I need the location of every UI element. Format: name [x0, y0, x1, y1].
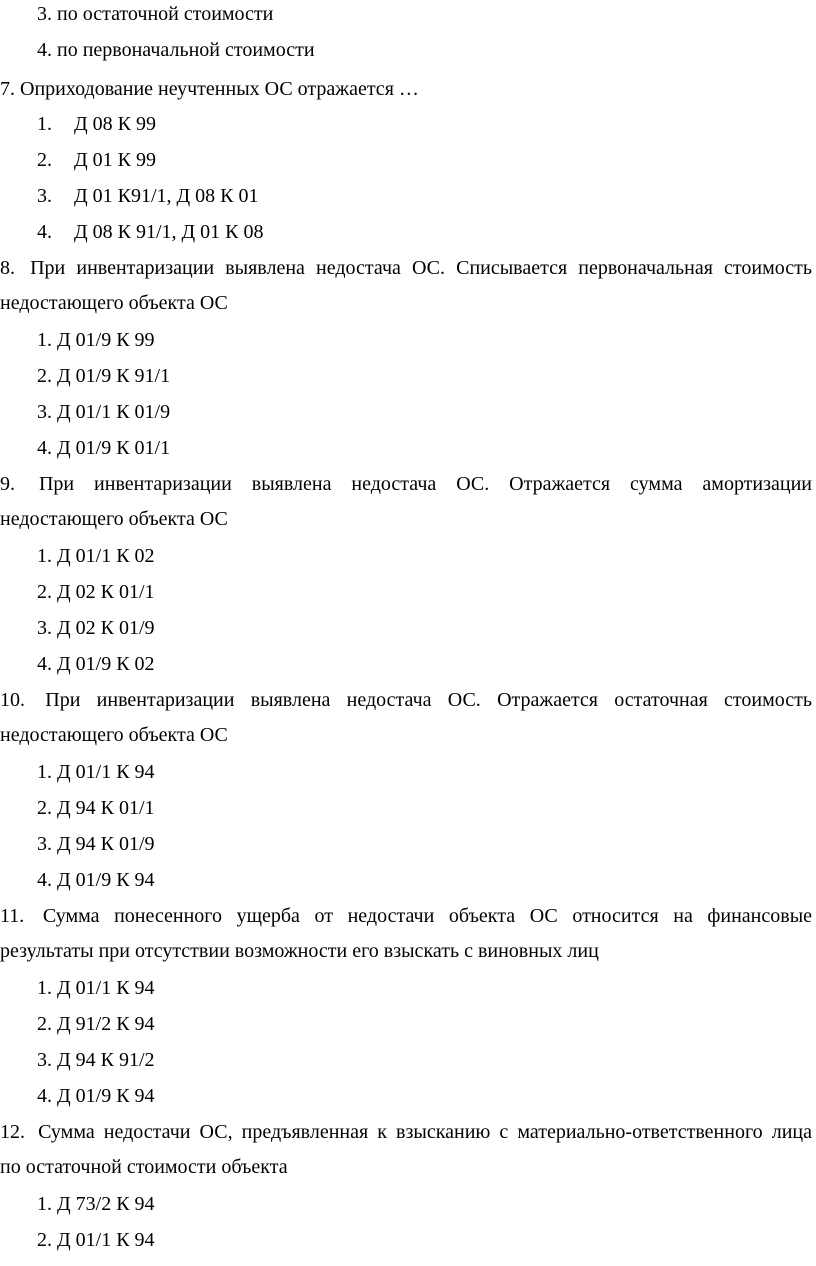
option-text: 3. Д 01/1 К 01/9	[37, 401, 171, 423]
option-text: Д 08 К 99	[74, 113, 156, 135]
list-item	[0, 1010, 816, 1038]
list-item	[0, 830, 816, 858]
list-item	[0, 182, 816, 210]
list-item	[0, 1082, 816, 1110]
option-text: 1. Д 73/2 К 94	[37, 1193, 155, 1215]
question-number: 7.	[0, 78, 15, 100]
question-text: Оприходование неучтенных ОС отражается …	[20, 78, 419, 100]
question-text: Сумма понесенного ущерба от недостачи объекта ОС относится на финансовые	[42, 905, 813, 927]
list-item	[0, 0, 816, 28]
question-7	[0, 75, 816, 103]
option-number: 2.	[37, 149, 52, 171]
option-text: 3. Д 02 К 01/9	[37, 617, 155, 639]
list-item	[0, 614, 816, 642]
question-10	[0, 686, 812, 714]
option-number: 3.	[37, 185, 52, 207]
option-text: 2. Д 02 К 01/1	[37, 581, 155, 603]
option-text: Д 08 К 91/1, Д 01 К 08	[74, 221, 264, 243]
question-text: При инвентаризации выявлена недостача ОС. Отражается остаточная стоимость	[45, 689, 812, 711]
question-8-continuation	[0, 289, 816, 317]
option-text: 3. Д 94 К 91/2	[37, 1049, 155, 1071]
option-text: 3. по остаточной стоимости	[37, 3, 274, 25]
list-item	[0, 110, 816, 138]
list-item	[0, 326, 816, 354]
question-9	[0, 470, 812, 498]
option-text: 4. Д 01/9 К 94	[37, 869, 155, 891]
question-12-continuation	[0, 1153, 816, 1181]
list-item	[0, 398, 816, 426]
question-text: При инвентаризации выявлена недостача ОС. Отражается сумма амортизации	[38, 473, 813, 495]
option-text: 2. Д 01/9 К 91/1	[37, 365, 171, 387]
question-text: Сумма недостачи ОС, предъявленная к взысканию с материально-ответственного лица	[38, 1121, 813, 1143]
option-number: 4.	[37, 221, 52, 243]
option-text: 2. Д 01/1 К 94	[37, 1229, 155, 1251]
question-text: недостающего объекта ОС	[0, 508, 228, 530]
list-item	[0, 36, 816, 64]
list-item	[0, 218, 816, 246]
list-item	[0, 758, 816, 786]
list-item	[0, 362, 816, 390]
question-text: недостающего объекта ОС	[0, 724, 228, 746]
option-text: 4. Д 01/9 К 01/1	[37, 437, 171, 459]
option-text: 4. Д 01/9 К 94	[37, 1085, 155, 1107]
question-text: результаты при отсутствии возможности его взыскать с виновных лиц	[0, 940, 599, 962]
question-number: 12.	[0, 1121, 25, 1143]
list-item	[0, 866, 816, 894]
question-number: 10.	[0, 689, 25, 711]
option-number: 1.	[37, 113, 52, 135]
option-text: 2. Д 91/2 К 94	[37, 1013, 155, 1035]
list-item	[0, 434, 816, 462]
question-8	[0, 254, 812, 282]
option-text: 4. Д 01/9 К 02	[37, 653, 155, 675]
list-item	[0, 146, 816, 174]
question-text: При инвентаризации выявлена недостача ОС. Списывается первоначальная стоимость	[30, 257, 812, 279]
question-12	[0, 1118, 812, 1146]
option-text: 2. Д 94 К 01/1	[37, 797, 155, 819]
list-item	[0, 1226, 816, 1254]
list-item	[0, 1190, 816, 1218]
option-text: 1. Д 01/1 К 94	[37, 761, 155, 783]
list-item	[0, 542, 816, 570]
option-text: 3. Д 94 К 01/9	[37, 833, 155, 855]
question-number: 8.	[0, 257, 15, 279]
option-text: 4. по первоначальной стоимости	[37, 39, 315, 61]
question-11-continuation	[0, 937, 816, 965]
question-11	[0, 902, 812, 930]
option-text: 1. Д 01/1 К 94	[37, 977, 155, 999]
question-text: по остаточной стоимости объекта	[0, 1156, 288, 1178]
question-text: недостающего объекта ОС	[0, 292, 228, 314]
option-text: 1. Д 01/1 К 02	[37, 545, 155, 567]
list-item	[0, 974, 816, 1002]
option-text: 1. Д 01/9 К 99	[37, 329, 155, 351]
question-number: 9.	[0, 473, 15, 495]
list-item	[0, 1046, 816, 1074]
option-text: Д 01 К91/1, Д 08 К 01	[74, 185, 259, 207]
list-item	[0, 578, 816, 606]
question-9-continuation	[0, 505, 816, 533]
list-item	[0, 650, 816, 678]
question-10-continuation	[0, 721, 816, 749]
list-item	[0, 794, 816, 822]
question-number: 11.	[0, 905, 25, 927]
option-text: Д 01 К 99	[74, 149, 156, 171]
